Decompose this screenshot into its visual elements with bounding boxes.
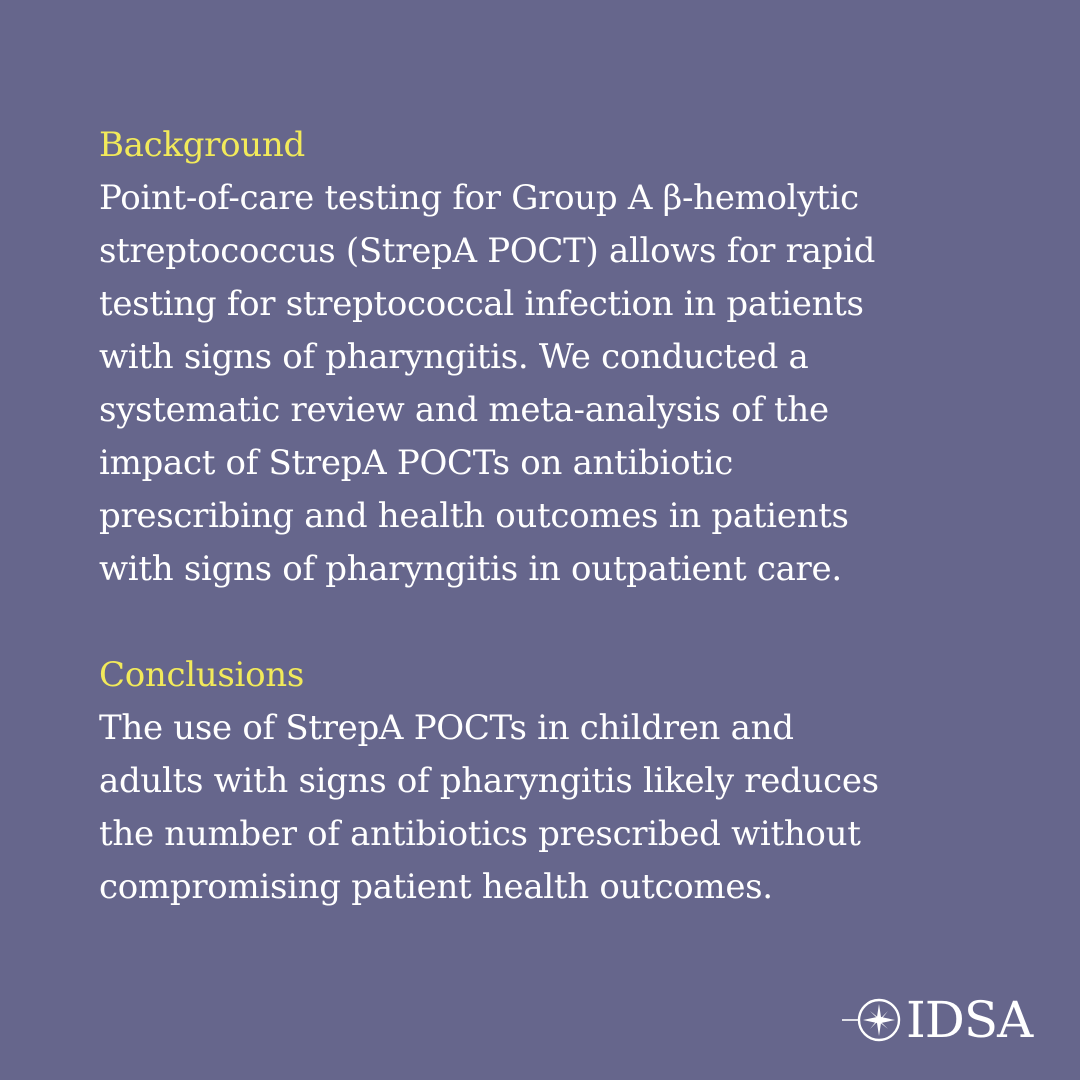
- background-line: impact of StrepA POCTs on antibiotic: [99, 443, 733, 483]
- section-spacer: [99, 596, 1059, 649]
- background-heading: Background: [99, 125, 305, 165]
- conclusions-section: [99, 649, 1059, 914]
- background-line: prescribing and health outcomes in patients: [99, 496, 849, 536]
- idsa-logo: [842, 990, 1032, 1050]
- background-line: testing for streptococcal infection in patients: [99, 284, 864, 324]
- conclusions-line: compromising patient health outcomes.: [99, 867, 773, 907]
- background-line: streptococcus (StrepA POCT) allows for rapid: [99, 231, 876, 271]
- background-line: Point-of-care testing for Group A β-hemolytic: [99, 178, 859, 218]
- background-line: with signs of pharyngitis. We conducted a: [99, 337, 809, 377]
- conclusions-heading: Conclusions: [99, 655, 305, 695]
- conclusions-line: the number of antibiotics prescribed without: [99, 814, 861, 854]
- background-section: [99, 119, 1059, 596]
- idsa-logo-text: IDSA: [906, 991, 1033, 1049]
- conclusions-line: The use of StrepA POCTs in children and: [99, 708, 794, 748]
- background-line: systematic review and meta-analysis of the: [99, 390, 829, 430]
- abstract-content: [99, 119, 1059, 914]
- conclusions-line: adults with signs of pharyngitis likely reduces: [99, 761, 879, 801]
- star-circle-icon: [842, 990, 904, 1050]
- background-line: with signs of pharyngitis in outpatient care.: [99, 549, 842, 589]
